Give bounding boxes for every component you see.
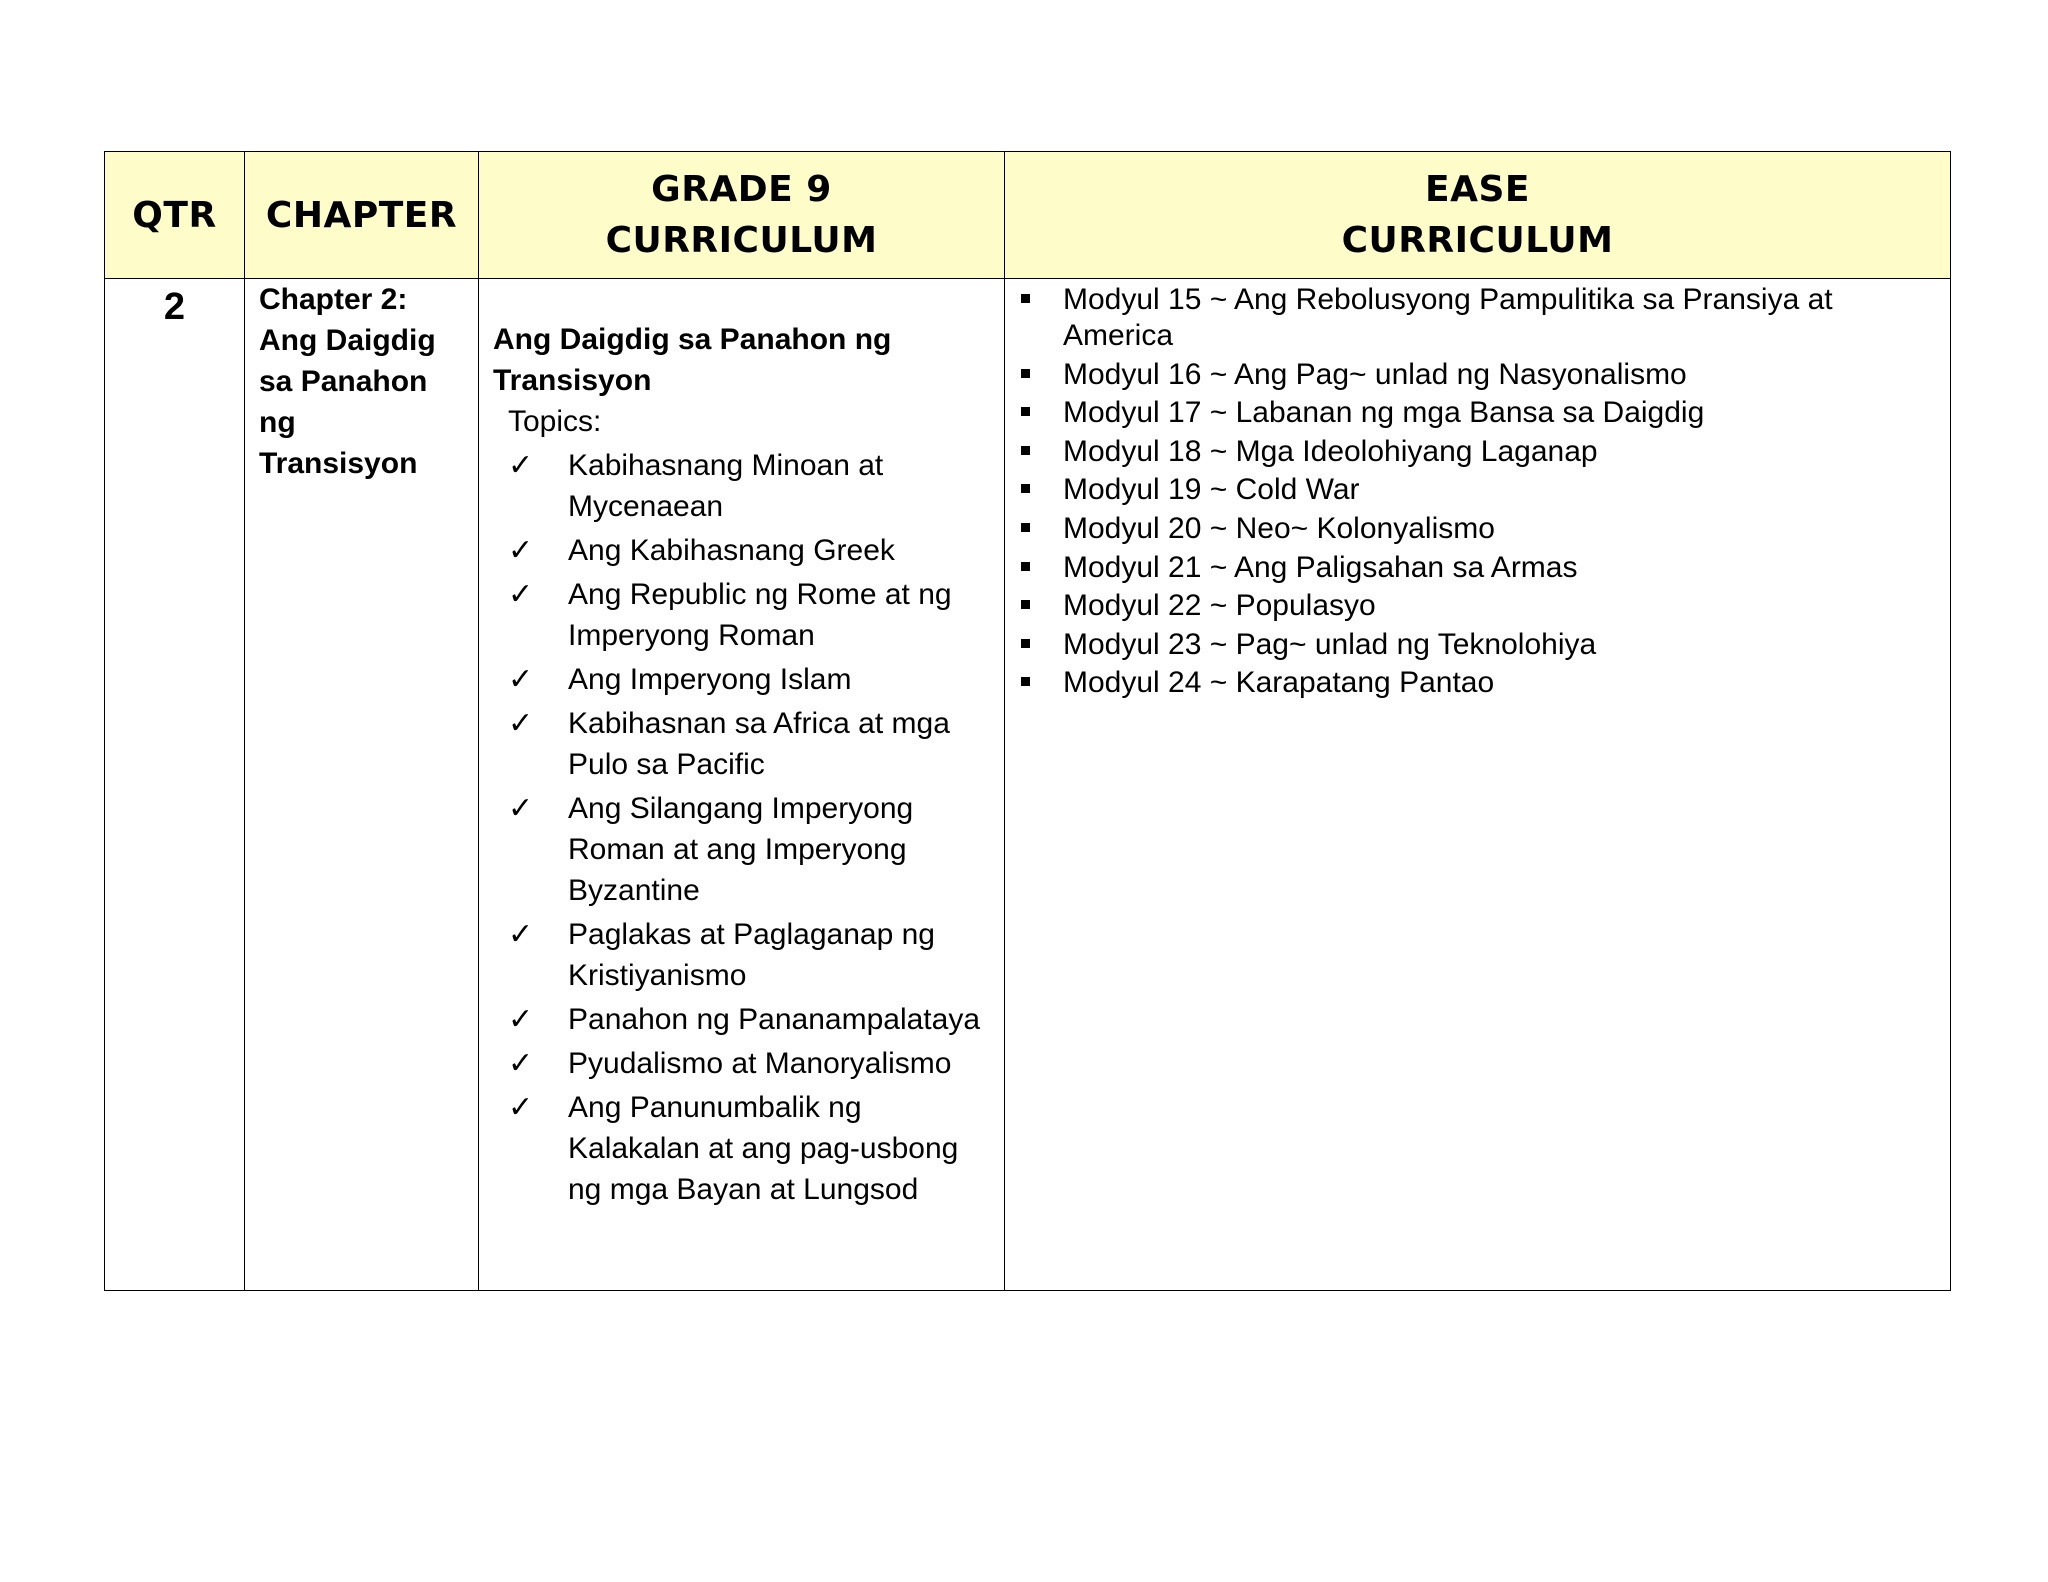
square-bullet-icon xyxy=(1021,484,1030,493)
module-text: Modyul 18 ~ Mga Ideolohiyang Laganap xyxy=(1063,434,1598,468)
topic-item xyxy=(508,999,994,1040)
square-bullet-icon xyxy=(1021,407,1030,416)
table-row xyxy=(105,279,1951,1291)
module-text: Modyul 21 ~ Ang Paligsahan sa Armas xyxy=(1063,550,1578,584)
checkmark-icon: ✓ xyxy=(508,918,534,951)
module-text: Modyul 19 ~ Cold War xyxy=(1063,473,1360,507)
chapter-cell: Chapter 2: Ang Daigdig sa Panahon ng Transisyon xyxy=(245,279,479,1291)
header-qtr: QTR xyxy=(105,152,245,279)
topic-text: Ang Kabihasnang Greek xyxy=(568,534,895,567)
module-item xyxy=(1063,511,1910,547)
header-row xyxy=(105,152,1951,279)
module-item xyxy=(1063,665,1910,701)
table-header xyxy=(105,152,1951,279)
checkmark-icon: ✓ xyxy=(508,449,534,482)
topic-item xyxy=(508,445,994,527)
topic-text: Kabihasnan sa Africa at mga Pulo sa Pacific xyxy=(568,707,950,781)
qtr-cell: 2 xyxy=(105,279,245,1291)
checkmark-icon: ✓ xyxy=(508,1091,534,1124)
topic-item xyxy=(508,659,994,700)
checkmark-icon: ✓ xyxy=(508,792,534,825)
topics-list xyxy=(493,445,994,1210)
module-text: Modyul 15 ~ Ang Rebolusyong Pampulitika sa Pransiya at America xyxy=(1063,283,1833,352)
topic-text: Panahon ng Pananampalataya xyxy=(568,1003,981,1036)
checkmark-icon: ✓ xyxy=(508,534,534,567)
checkmark-icon: ✓ xyxy=(508,1003,534,1036)
curriculum-table xyxy=(104,151,1951,1291)
module-item xyxy=(1063,588,1910,624)
table-body xyxy=(105,279,1951,1291)
module-item xyxy=(1063,395,1910,431)
checkmark-icon: ✓ xyxy=(508,1047,534,1080)
topic-item xyxy=(508,530,994,571)
square-bullet-icon xyxy=(1021,523,1030,532)
square-bullet-icon xyxy=(1021,600,1030,609)
topic-text: Ang Imperyong Islam xyxy=(568,663,852,696)
module-text: Modyul 22 ~ Populasyo xyxy=(1063,589,1376,623)
topic-item xyxy=(508,574,994,656)
topic-item xyxy=(508,703,994,785)
module-item xyxy=(1063,627,1910,663)
checkmark-icon: ✓ xyxy=(508,663,534,696)
square-bullet-icon xyxy=(1021,446,1030,455)
checkmark-icon: ✓ xyxy=(508,707,534,740)
header-chapter: CHAPTER xyxy=(245,152,479,279)
topic-text: Kabihasnang Minoan at Mycenaean xyxy=(568,449,884,523)
topic-text: Paglakas at Paglaganap ng Kristiyanismo xyxy=(568,918,935,992)
module-item xyxy=(1063,550,1910,586)
square-bullet-icon xyxy=(1021,562,1030,571)
topic-text: Ang Republic ng Rome at ng Imperyong Roman xyxy=(568,578,952,652)
topic-item xyxy=(508,1043,994,1084)
module-text: Modyul 23 ~ Pag~ unlad ng Teknolohiya xyxy=(1063,627,1597,661)
ease-cell xyxy=(1005,279,1951,1291)
grade9-title: Ang Daigdig sa Panahon ng Transisyon xyxy=(493,323,892,397)
topic-item xyxy=(508,914,994,996)
module-text: Modyul 24 ~ Karapatang Pantao xyxy=(1063,666,1495,700)
topic-item xyxy=(508,788,994,911)
header-grade9-curriculum: GRADE 9 CURRICULUM xyxy=(479,152,1005,279)
square-bullet-icon xyxy=(1021,294,1030,303)
module-item xyxy=(1063,472,1910,508)
checkmark-icon: ✓ xyxy=(508,578,534,611)
topic-text: Ang Panunumbalik ng Kalakalan at ang pag-usbong ng mga Bayan at Lungsod xyxy=(568,1091,959,1206)
topic-item xyxy=(508,1087,994,1210)
square-bullet-icon xyxy=(1021,639,1030,648)
module-text: Modyul 16 ~ Ang Pag~ unlad ng Nasyonalismo xyxy=(1063,357,1687,391)
topics-label: Topics: xyxy=(508,405,602,438)
ease-modules-list xyxy=(1005,282,1910,701)
grade9-cell xyxy=(479,279,1005,1291)
header-ease-curriculum: EASE CURRICULUM xyxy=(1005,152,1951,279)
module-item xyxy=(1063,282,1910,354)
module-item xyxy=(1063,434,1910,470)
square-bullet-icon xyxy=(1021,677,1030,686)
module-item xyxy=(1063,357,1910,393)
topic-text: Pyudalismo at Manoryalismo xyxy=(568,1047,952,1080)
square-bullet-icon xyxy=(1021,369,1030,378)
topic-text: Ang Silangang Imperyong Roman at ang Imperyong Byzantine xyxy=(568,792,914,907)
module-text: Modyul 17 ~ Labanan ng mga Bansa sa Daigdig xyxy=(1063,396,1705,430)
module-text: Modyul 20 ~ Neo~ Kolonyalismo xyxy=(1063,511,1495,545)
